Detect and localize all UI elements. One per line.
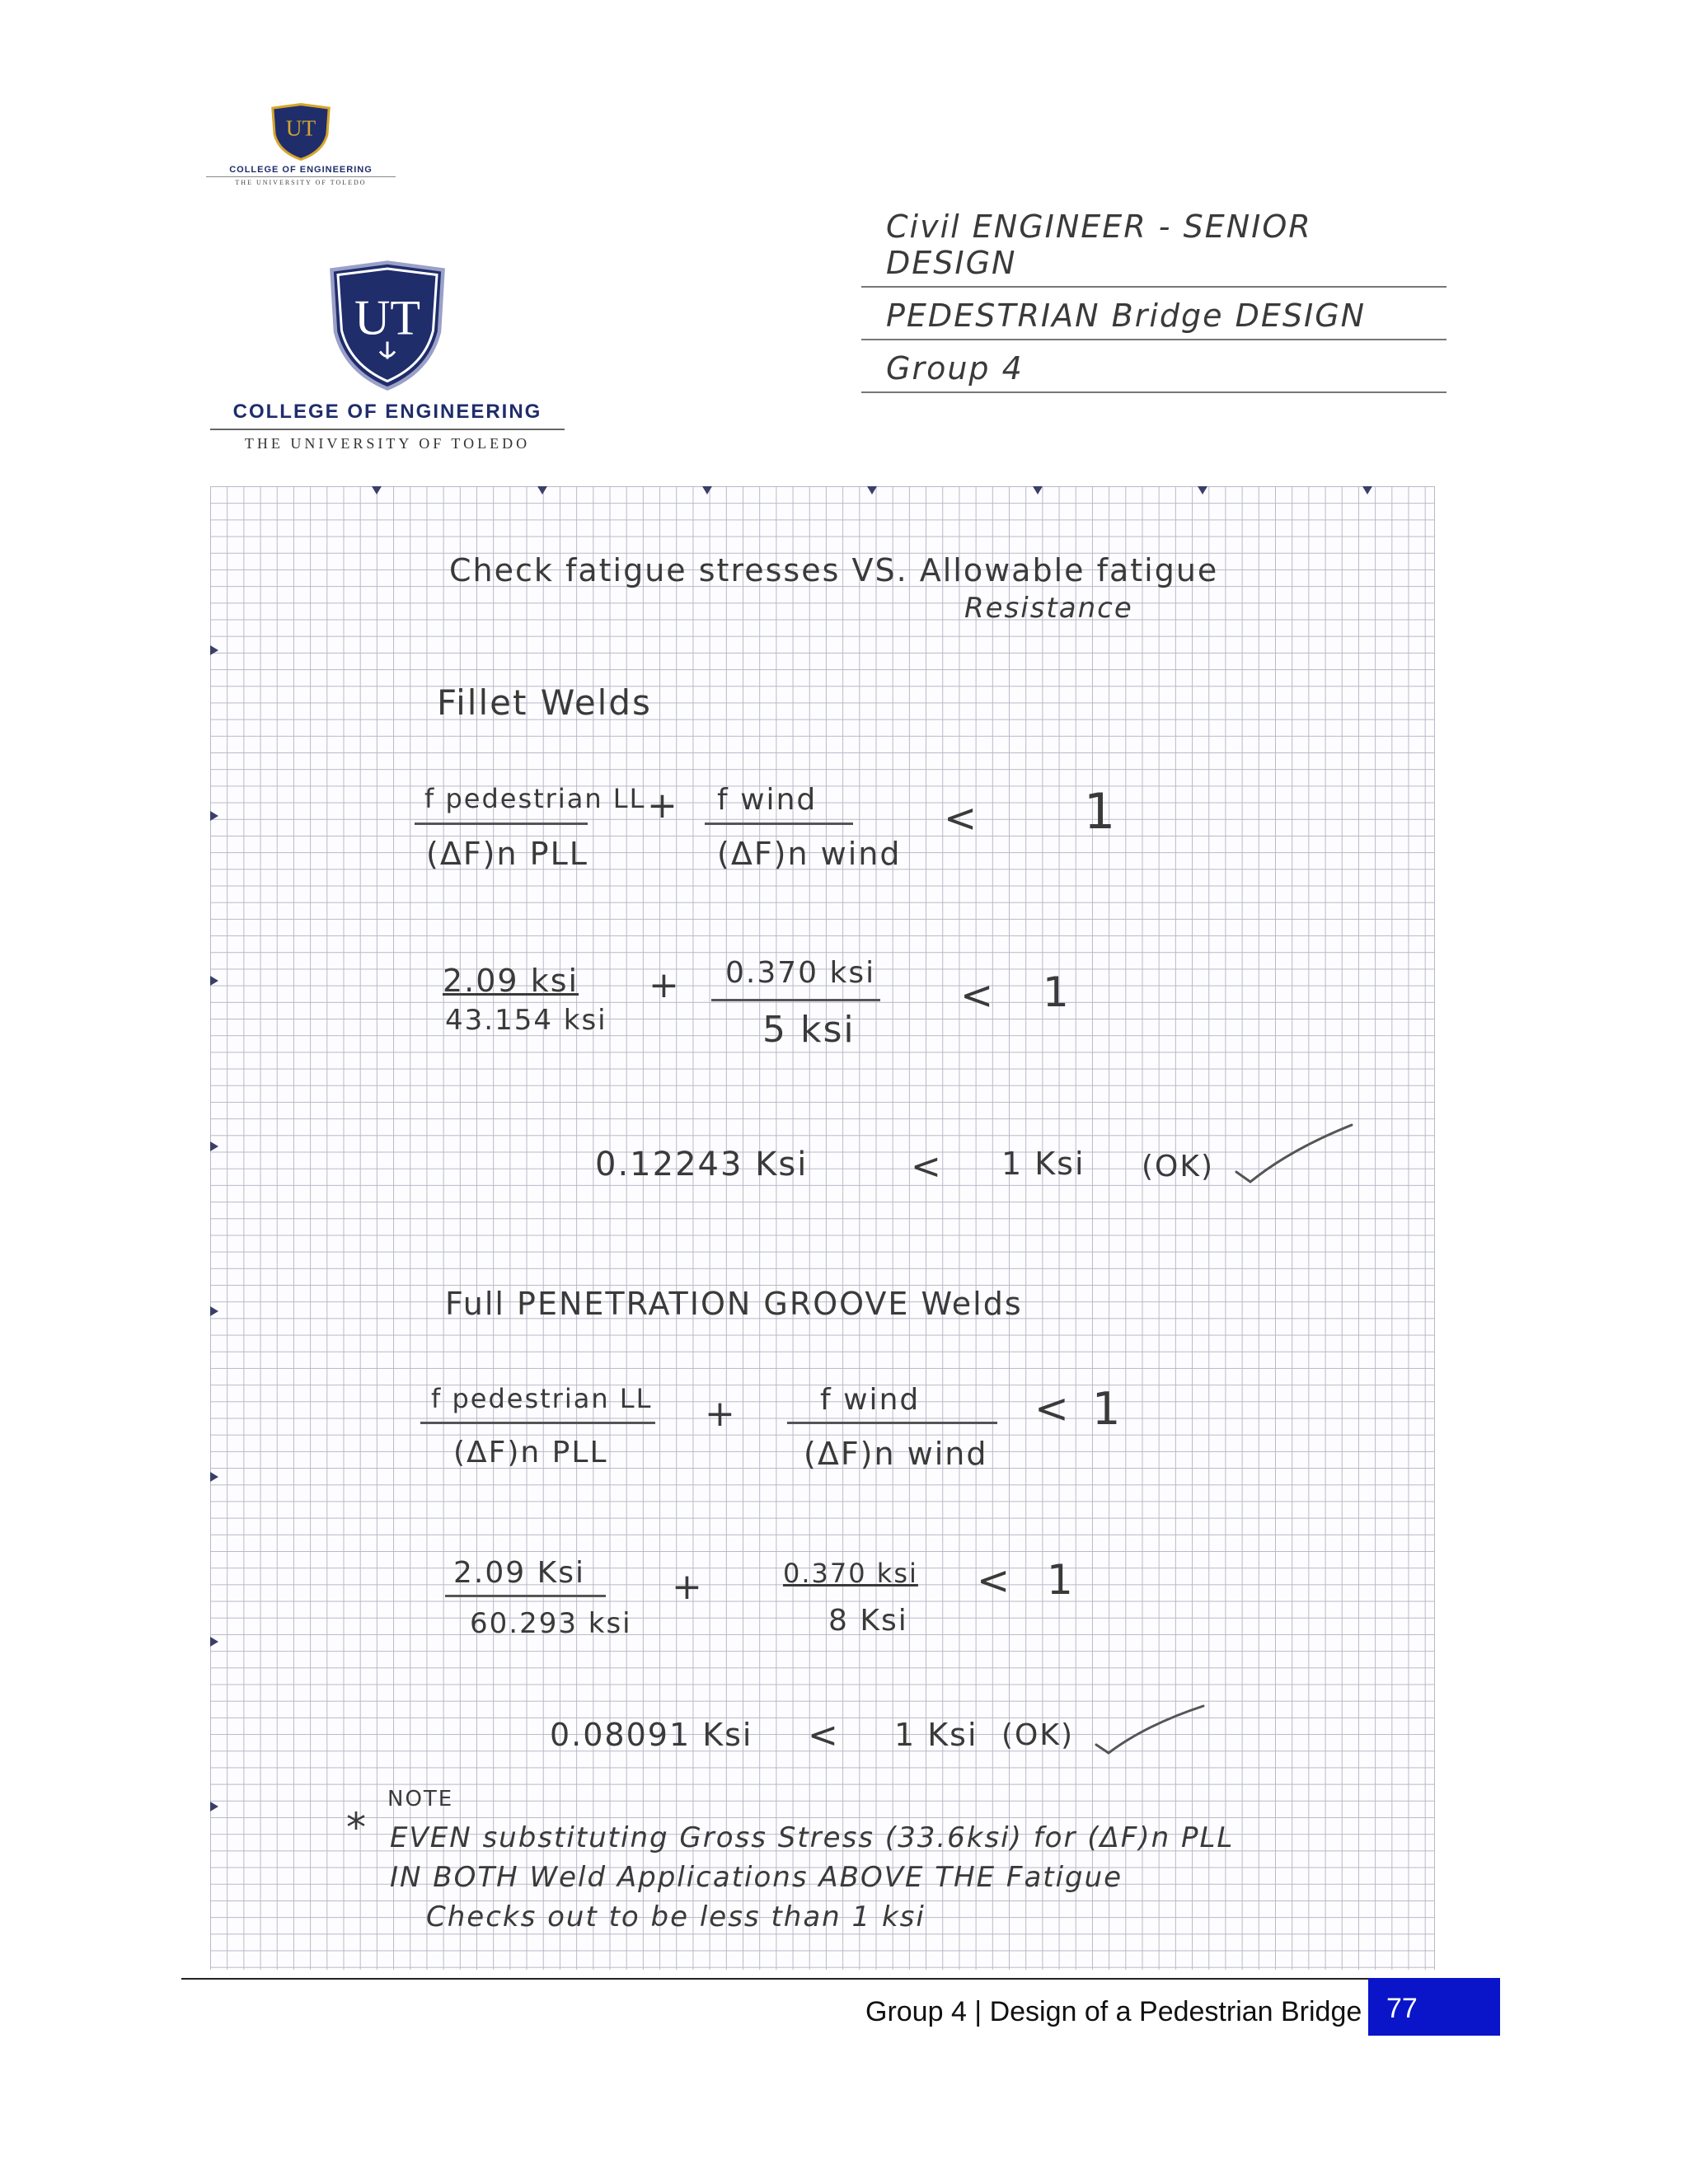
- grid-marker-left: [210, 1306, 218, 1316]
- fillet-frac-bar-2: [705, 823, 853, 825]
- university-name-large: THE UNIVERSITY OF TOLEDO: [244, 435, 531, 452]
- logo-small: [206, 103, 396, 186]
- grid-marker-left: [210, 1141, 218, 1151]
- fillet-den-1: (ΔF)n PLL: [426, 836, 588, 872]
- check-heading: Check fatigue stresses VS. Allowable fatigue: [449, 552, 1219, 588]
- groove-welds-title: Full PENETRATION GROOVE Welds: [445, 1286, 1023, 1322]
- groove-result-ok: (OK): [1001, 1718, 1075, 1752]
- college-name-small: COLLEGE OF ENGINEERING: [229, 165, 373, 175]
- title-line-2: [861, 288, 1447, 340]
- note-line-1: EVEN substituting Gross Stress (33.6ksi) for (ΔF)n PLL: [390, 1821, 1235, 1854]
- note-asterisk: *: [346, 1805, 368, 1851]
- footer-text: Group 4 | Design of a Pedestrian Bridge: [865, 1996, 1362, 2027]
- grid-marker-left: [210, 1472, 218, 1482]
- grid-marker-top: [702, 486, 712, 494]
- check-heading-line-2: Resistance: [964, 592, 1133, 625]
- logo-rule-small: [206, 176, 396, 177]
- note-line-2: IN BOTH Weld Applications ABOVE THE Fatigue: [390, 1861, 1123, 1894]
- groove-sub-num-2: 0.370 ksi: [783, 1558, 918, 1589]
- footer-rule: [181, 1978, 1368, 1980]
- fillet-sub-den-1: 43.154 ksi: [445, 1004, 607, 1037]
- groove-sub-one: 1: [1047, 1556, 1075, 1604]
- title-line-1: [861, 209, 1447, 288]
- crest-letters-small: UT: [285, 115, 316, 141]
- fillet-less-than: <: [944, 795, 979, 841]
- crest-letters-large: UT: [354, 290, 420, 345]
- page-number: 77: [1386, 1993, 1418, 2024]
- groove-plus: +: [705, 1393, 737, 1435]
- fillet-num-2: f wind: [717, 783, 818, 817]
- groove-num-2: f wind: [820, 1383, 921, 1417]
- grid-marker-top: [1198, 486, 1207, 494]
- grid-marker-top: [537, 486, 547, 494]
- groove-frac-bar-1: [420, 1422, 655, 1424]
- groove-result-limit: 1 Ksi: [894, 1717, 978, 1753]
- groove-less-than: <: [1034, 1385, 1071, 1432]
- fillet-sub-den-2: 5 ksi: [762, 1009, 856, 1051]
- title-line-2-text: PEDESTRIAN Bridge DESIGN: [886, 298, 1367, 334]
- fillet-sub-num-1: 2.09 ksi: [443, 963, 579, 999]
- groove-sub-num-1: 2.09 Ksi: [453, 1556, 585, 1590]
- fillet-den-2: (ΔF)n wind: [717, 836, 902, 872]
- grid-marker-left: [210, 1637, 218, 1647]
- logo-large: [210, 260, 565, 452]
- fillet-sub-frac-bar-2: [711, 999, 880, 1001]
- fillet-result-ok: (OK): [1142, 1150, 1215, 1183]
- ut-crest-icon: [270, 103, 332, 161]
- fillet-sub-num-2: 0.370 ksi: [725, 956, 876, 990]
- groove-result-less-than: <: [808, 1714, 840, 1756]
- grid-marker-top: [1033, 486, 1043, 494]
- fillet-result-less-than: <: [911, 1146, 943, 1188]
- grid-marker-left: [210, 1802, 218, 1811]
- groove-sub-den-1: 60.293 ksi: [470, 1607, 632, 1640]
- page-number-box: [1368, 1978, 1500, 2036]
- page-footer: [181, 1978, 1500, 2027]
- groove-checkmark-icon: [1092, 1702, 1207, 1760]
- groove-den-2: (ΔF)n wind: [804, 1436, 988, 1472]
- groove-result-value: 0.08091 Ksi: [550, 1717, 753, 1753]
- groove-sub-less-than: <: [977, 1558, 1012, 1604]
- grid-marker-top: [372, 486, 382, 494]
- fillet-result-value: 0.12243 Ksi: [595, 1146, 809, 1183]
- ut-crest-icon: [326, 260, 449, 391]
- fillet-sub-one: 1: [1043, 968, 1071, 1016]
- title-block: [861, 209, 1447, 393]
- fillet-frac-bar-1: [415, 823, 588, 825]
- grid-marker-top: [867, 486, 877, 494]
- grid-marker-left: [210, 811, 218, 821]
- fillet-sub-less-than: <: [960, 972, 996, 1019]
- graph-paper-sheet: [210, 486, 1435, 1970]
- fillet-checkmark-icon: [1232, 1121, 1356, 1187]
- fillet-num-1: f pedestrian LL: [424, 783, 646, 814]
- groove-sub-den-2: 8 Ksi: [828, 1604, 908, 1638]
- groove-den-1: (ΔF)n PLL: [453, 1436, 608, 1469]
- groove-one: 1: [1092, 1383, 1123, 1435]
- groove-sub-frac-bar-1: [445, 1595, 606, 1597]
- groove-frac-bar-2: [787, 1422, 997, 1424]
- fillet-plus: +: [647, 785, 679, 827]
- logo-rule-large: [210, 429, 565, 430]
- grid-marker-top: [1362, 486, 1372, 494]
- title-line-3-text: Group 4: [886, 350, 1024, 387]
- grid-marker-left: [210, 645, 218, 655]
- fillet-sub-plus: +: [649, 964, 681, 1006]
- fillet-result-limit: 1 Ksi: [1001, 1146, 1085, 1182]
- groove-sub-plus: +: [672, 1566, 704, 1608]
- note-label: NOTE: [387, 1787, 454, 1811]
- fillet-welds-title: Fillet Welds: [437, 682, 652, 723]
- fillet-one: 1: [1084, 783, 1118, 841]
- title-line-3: [861, 340, 1447, 393]
- university-name-small: THE UNIVERSITY OF TOLEDO: [235, 179, 367, 186]
- groove-num-1: f pedestrian LL: [431, 1383, 653, 1414]
- grid-marker-left: [210, 976, 218, 986]
- note-line-3: Checks out to be less than 1 ksi: [426, 1900, 926, 1933]
- college-name-large: COLLEGE OF ENGINEERING: [232, 401, 542, 423]
- title-line-1-text: Civil ENGINEER - SENIOR DESIGN: [886, 209, 1312, 281]
